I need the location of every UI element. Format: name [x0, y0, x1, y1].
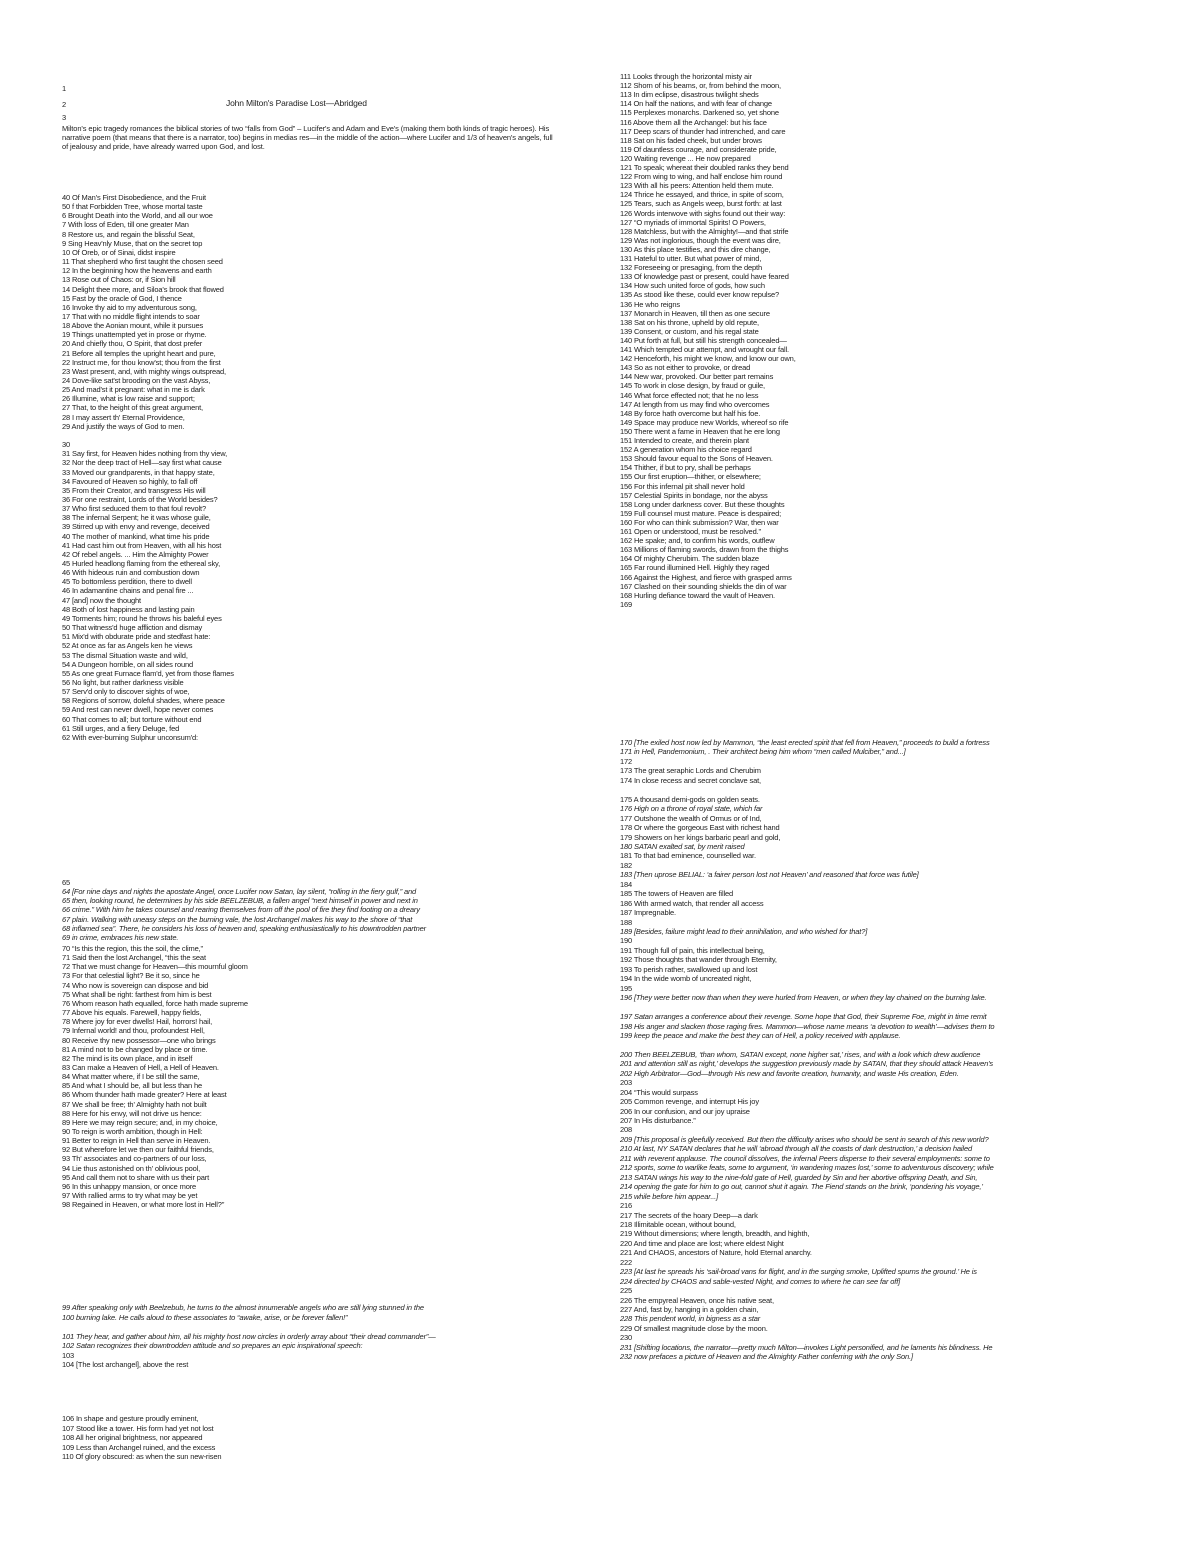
text-line: 173 The great seraphic Lords and Cherubim	[620, 766, 761, 776]
text-line: 10 Of Oreb, or of Sinai, didst inspire	[62, 247, 176, 257]
text-line: 205 Common revenge, and interrupt His joy	[620, 1097, 759, 1107]
text-line: 186 With armed watch, that render all access	[620, 898, 764, 908]
text-line: 109 Less than Archangel ruined, and the excess	[62, 1442, 216, 1452]
line-number: 65	[62, 878, 71, 887]
text-line: 65 then, looking round, he determines by his side BEELZEBUB, a fallen angel “next himself in power and next in	[62, 896, 418, 906]
text-line: 122 From wing to wing, and half enclose him round	[620, 172, 783, 182]
text-line: 229 Of smallest magnitude close by the moon.	[620, 1323, 768, 1333]
text-line: 175 A thousand demi-gods on golden seats.	[620, 794, 760, 804]
text-line: 128 Matchless, but with the Almighty!—and that strife	[620, 226, 789, 236]
text-line: 40 Of Man's First Disobedience, and the Fruit	[62, 193, 206, 202]
text-line: 180 SATAN exalted sat, by merit raised	[620, 841, 745, 851]
text-line: 124 Thrice he essayed, and thrice, in spite of scorn,	[620, 190, 784, 200]
text-line: 60 That comes to all; but torture without end	[62, 714, 202, 724]
text-line: 147 At length from us may find who overcomes	[620, 399, 770, 409]
text-line: 49 Torments him; round he throws his baleful eyes	[62, 613, 222, 623]
text-line: 84 What matter where, if I be still the same,	[62, 1072, 200, 1082]
text-line: 71 Said then the lost Archangel, “this the seat	[62, 953, 206, 963]
text-line: 85 And what I should be, all but less than he	[62, 1081, 203, 1091]
text-line: 92 But wherefore let we then our faithful friends,	[62, 1145, 214, 1155]
text-line: 93 Th' associates and co-partners of our loss,	[62, 1154, 207, 1164]
text-line: 171 in Hell, Pandemonium, . Their architect being him whom “men called Mulciber,” and...]	[620, 747, 906, 757]
line-number: 2	[62, 100, 67, 109]
text-line: 209 [This proposal is gleefully received. But then the difficulty arises who should be sent in search of this new world?	[620, 1134, 989, 1144]
text-line: 216	[620, 1201, 633, 1211]
text-line: 54 A Dungeon horrible, on all sides round	[62, 659, 194, 669]
text-line: 187 Impregnable.	[620, 908, 676, 918]
text-line: 55 As one great Furnace flam'd, yet from those flames	[62, 668, 234, 678]
text-line: 222	[620, 1257, 633, 1267]
text-line: 77 Above his equals. Farewell, happy fields,	[62, 1008, 202, 1018]
text-line: 86 Whom thunder hath made greater? Here at least	[62, 1090, 227, 1100]
text-line: 37 Who first seduced them to that foul revolt?	[62, 504, 207, 514]
text-line: 58 Regions of sorrow, doleful shades, where peace	[62, 696, 225, 706]
text-line: 7 With loss of Eden, till one greater Man	[62, 220, 189, 230]
text-line: 165 Far round illumined Hell. Highly they raged	[620, 563, 770, 573]
text-line: 161 Open or understood, must be resolved.”	[620, 527, 761, 536]
text-line: 211 with reverent applause. The council dissolves, the infernal Peers disperse to their several employments: some to	[620, 1153, 990, 1163]
text-line: 123 With all his peers: Attention held them mute.	[620, 181, 774, 191]
text-line: 33 Moved our grandparents, in that happy state,	[62, 467, 215, 477]
text-line: 223 [At last he spreads his ‘sail-broad vans for flight, and in the surging smoke, Uplifted spurns the ground.’ He is	[620, 1267, 977, 1277]
text-line: 8 Restore us, and regain the blissful Seat,	[62, 229, 195, 239]
text-line: 213 SATAN wings his way to the nine-fold gate of Hell, guarded by Sin and her abortive offspring Death, and Sin,	[620, 1172, 978, 1182]
text-line: 96 In this unhappy mansion, or once more	[62, 1181, 197, 1191]
text-line: 132 Foreseeing or presaging, from the depth	[620, 263, 762, 273]
text-line: 88 Here for his envy, will not drive us hence:	[62, 1108, 202, 1118]
text-line: 78 Where joy for ever dwells! Hail, horrors! hail,	[62, 1017, 213, 1027]
text-line: 83 Can make a Heaven of Hell, a Hell of Heaven.	[62, 1062, 219, 1072]
text-line: 38 The infernal Serpent; he it was whose guile,	[62, 513, 211, 523]
text-line: 100 burning lake. He calls aloud to these associates to “awake, arise, or be forever fallen!”	[62, 1312, 348, 1322]
text-line: 172	[620, 756, 633, 766]
text-line: 202 High Arbitrator—God—through His new and favorite creation, humanity, and waste His creation, Eden.	[620, 1068, 959, 1078]
text-line: 130 As this place testifies, and this dire change,	[620, 244, 771, 254]
text-line: 177 Outshone the wealth of Ormus or of Ind,	[620, 813, 762, 823]
text-line: 39 Stirred up with envy and revenge, deceived	[62, 522, 210, 532]
text-line: 62 With ever-burning Sulphur unconsum'd:	[62, 732, 198, 742]
text-line: 120 Waiting revenge ... He now prepared	[620, 153, 751, 163]
text-line: 210 At last, NY SATAN declares that he will ‘abroad through all the coasts of dark destruction,’ a decision hailed	[620, 1144, 972, 1154]
text-line: 170 [The exiled host now led by Mammon, “the least erected spirit that fell from Heaven,” proceeds to build a fortress	[620, 738, 990, 747]
text-line: 35 From their Creator, and transgress His will	[62, 485, 206, 495]
text-line: 133 Of knowledge past or present, could have feared	[620, 272, 789, 282]
text-line: 153 Should favour equal to the Sons of Heaven.	[620, 454, 773, 464]
text-line: 25 And mad'st it pregnant: what in me is dark	[62, 385, 205, 395]
text-line: 183 [Then uprose BELIAL: ‘a fairer person lost not Heaven’ and reasoned that force was futile]	[620, 870, 919, 880]
text-line: 59 And rest can never dwell, hope never comes	[62, 705, 214, 715]
text-line: 207 In His disturbance.”	[620, 1116, 696, 1125]
text-line: 218 Illimitable ocean, without bound,	[620, 1219, 736, 1229]
text-line: 158 Long under darkness cover. But these thoughts	[620, 499, 785, 509]
text-line: 95 And call them not to share with us their part	[62, 1172, 210, 1182]
text-line: 46 With hideous ruin and combustion down	[62, 568, 200, 578]
text-line: 137 Monarch in Heaven, till then as one secure	[620, 308, 770, 318]
text-line: 179 Showers on her kings barbaric pearl and gold,	[620, 832, 781, 842]
text-line: 204 “This would surpass	[620, 1087, 698, 1097]
text-line: 185 The towers of Heaven are filled	[620, 889, 734, 899]
text-line: 224 directed by CHAOS and sable-vested Night, and comes to where he can see far off]	[620, 1276, 901, 1286]
text-line: 148 By force hath overcome but half his foe.	[620, 408, 761, 418]
text-line: 14 Delight thee more, and Siloa's brook that flowed	[62, 284, 224, 294]
text-line: 94 Lie thus astonished on th' oblivious pool,	[62, 1163, 201, 1173]
text-line: 232 now prefaces a picture of Heaven and the Almighty Father conferring with the only Son.]	[620, 1352, 913, 1362]
text-line: 212 sports, some to warlike feats, some to argument, ‘in wandering mazes lost,’ some to adventurous discovery; while	[620, 1163, 994, 1173]
text-line: 174 In close recess and secret conclave sat,	[620, 775, 761, 785]
text-line: 53 The dismal Situation waste and wild,	[62, 650, 188, 660]
text-line: 69 in crime, embraces his new state.	[62, 933, 179, 942]
text-line: 73 For that celestial light? Be it so, since he	[62, 971, 200, 981]
text-line: 91 Better to reign in Hell than serve in Heaven.	[62, 1136, 211, 1146]
text-line: 57 Serv'd only to discover sights of woe,	[62, 687, 190, 697]
text-line: 13 Rose out of Chaos: or, if Sion hill	[62, 275, 176, 285]
text-line: 196 [They were better now than when they were hurled from Heaven, or when they lay chained on the burning lake.	[620, 993, 987, 1003]
text-line: 11 That shepherd who first taught the chosen seed	[62, 257, 223, 267]
text-line: 155 Our first eruption—thither, or elsewhere;	[620, 472, 761, 482]
text-line: 41 Had cast him out from Heaven, with all his host	[62, 540, 222, 550]
text-line: 149 Space may produce new Worlds, whereof so rife	[620, 417, 789, 427]
text-line: 18 Above the Aonian mount, while it pursues	[62, 321, 204, 331]
text-line: 142 Henceforth, his might we know, and know our own,	[620, 354, 796, 364]
text-line: 66 crime.” With him he takes counsel and rearing themselves from off the pool of fire they find footing on a dreary	[62, 905, 420, 915]
text-line: 230	[620, 1333, 633, 1343]
text-line: 226 The empyreal Heaven, once his native seat,	[620, 1295, 774, 1305]
text-line: 131 Hateful to utter. But what power of mind,	[620, 254, 762, 263]
text-line: 56 No light, but rather darkness visible	[62, 677, 184, 687]
text-line: 169	[620, 599, 633, 609]
text-line: 178 Or where the gorgeous East with richest hand	[620, 823, 780, 833]
text-line: 81 A mind not to be changed by place or time.	[62, 1044, 208, 1054]
text-line: 184	[620, 879, 633, 889]
text-line: 221 And CHAOS, ancestors of Nature, hold Eternal anarchy.	[620, 1248, 812, 1258]
text-line: 228 This pendent world, in bigness as a star	[620, 1314, 761, 1324]
text-line: 76 Whom reason hath equalled, force hath made supreme	[62, 998, 248, 1008]
text-line: 87 We shall be free; th' Almighty hath not built	[62, 1099, 207, 1109]
text-line: 151 Intended to create, and therein plant	[620, 436, 749, 445]
text-line: 143 So as not either to provoke, or dread	[620, 363, 751, 373]
text-line: 36 For one restraint, Lords of the World besides?	[62, 494, 218, 504]
text-line: 97 With rallied arms to try what may be yet	[62, 1191, 198, 1201]
line-number: 1	[62, 84, 67, 93]
text-line: 31 Say first, for Heaven hides nothing from thy view,	[62, 449, 228, 459]
text-line: 138 Sat on his throne, upheld by old repute,	[620, 317, 759, 327]
text-line: 111 Looks through the horizontal misty air	[620, 72, 752, 81]
text-line: 28 I may assert th' Eternal Providence,	[62, 412, 185, 422]
text-line: 214 opening the gate for him to go out, cannot shut it again. The Fiend stands on the brink, ‘pondering his voyage,’	[620, 1182, 983, 1192]
text-line: 30	[62, 440, 71, 450]
text-line: 157 Celestial Spirits in bondage, nor the abyss	[620, 490, 768, 500]
text-line: 139 Consent, or custom, and his regal state	[620, 326, 759, 336]
intro-paragraph: Milton's epic tragedy romances the biblical stories of two “falls from God” – Lucifer's and Adam and Eve's (making them both kinds of tragic heroes). His narrative poem (that means that there is a narrator, too) begins in medias res—in the middle of the action—where Lucifer and 1/3 of heaven's angels, full of jealousy and pride, have already warred upon God, and lost.	[62, 124, 553, 151]
text-line: 80 Receive thy new possessor—one who brings	[62, 1035, 216, 1045]
text-line: 129 Was not inglorious, though the event was dire,	[620, 235, 781, 245]
text-line: 150 There went a fame in Heaven that he ere long	[620, 426, 780, 436]
text-line: 140 Put forth at full, but still his strength concealed—	[620, 335, 787, 345]
text-line: 113 In dim eclipse, disastrous twilight sheds	[620, 90, 759, 100]
text-line: 219 Without dimensions; where length, breadth, and highth,	[620, 1229, 810, 1239]
text-line: 110 Of glory obscured: as when the sun new-risen	[62, 1452, 222, 1461]
text-line: 160 For who can think submission? War, then war	[620, 517, 779, 527]
text-line: 117 Deep scars of thunder had intrenched, and care	[620, 126, 786, 136]
text-line: 50 That witness'd huge affliction and dismay	[62, 623, 203, 633]
text-line: 201 and attention still as night,’ develops the suggestion previously made by SATAN, that they should attack Heaven's	[620, 1059, 994, 1069]
text-line: 52 At once as far as Angels ken he views	[62, 641, 193, 651]
text-line: 141 Which tempted our attempt, and wrought our fall.	[620, 345, 789, 354]
text-line: 82 The mind is its own place, and in itself	[62, 1053, 193, 1063]
text-line: 135 As stood like these, could ever know repulse?	[620, 290, 780, 300]
text-line: 45 Hurled headlong flaming from the ethereal sky,	[62, 559, 221, 568]
text-line: 19 Things unattempted yet in prose or rhyme.	[62, 330, 207, 340]
text-line: 146 What force effected not; that he no less	[620, 390, 759, 400]
line-number: 3	[62, 113, 67, 122]
text-line: 188	[620, 917, 633, 927]
text-line: 217 The secrets of the hoary Deep—a dark	[620, 1210, 758, 1220]
text-line: 12 In the beginning how the heavens and earth	[62, 266, 212, 276]
page-title: John Milton's Paradise Lost—Abridged	[226, 98, 367, 108]
text-line: 144 New war, provoked. Our better part remains	[620, 372, 774, 382]
text-line: 199 keep the peace and make the best they can of Hell, a policy received with applause.	[620, 1030, 901, 1040]
text-line: 225	[620, 1286, 633, 1296]
text-line: 112 Shorn of his beams, or, from behind the moon,	[620, 81, 781, 91]
text-line: 220 And time and place are lost; where eldest Night	[620, 1238, 784, 1248]
text-line: 107 Stood like a tower. His form had yet not lost	[62, 1423, 214, 1433]
text-line: 45 To bottomless perdition, there to dwell	[62, 577, 192, 587]
text-line: 159 Full counsel must mature. Peace is despaired;	[620, 508, 782, 518]
text-line: 231 [Shifting locations, the narrator—pretty much Milton—invokes Light personified, and he laments his blindness. He	[620, 1342, 993, 1352]
text-line: 27 That, to the height of this great argument,	[62, 403, 203, 413]
text-line: 114 On half the nations, and with fear of change	[620, 99, 772, 109]
text-line: 72 That we must change for Heaven—this mournful gloom	[62, 962, 248, 972]
text-line: 22 Instruct me, for thou know'st; thou from the first	[62, 357, 221, 367]
text-line: 189 [Besides, failure might lead to their annihilation, and who wished for that?]	[620, 927, 868, 936]
text-line: 51 Mix'd with obdurate pride and stedfast hate:	[62, 632, 211, 642]
text-line: 192 Those thoughts that wander through Eternity,	[620, 955, 777, 965]
text-line: 126 Words interwove with sighs found out their way:	[620, 208, 786, 218]
text-line: 64 [For nine days and nights the apostate Angel, once Lucifer now Satan, lay silent, “rolling in the fiery gulf,” and	[62, 887, 417, 896]
text-line: 32 Nor the deep tract of Hell—say first what cause	[62, 458, 222, 468]
text-line: 164 Of mighty Cherubim. The sudden blaze	[620, 554, 759, 564]
text-line: 102 Satan recognizes their downtrodden attitude and so prepares an epic inspirational speech:	[62, 1341, 363, 1350]
text-line: 98 Regained in Heaven, or what more lost in Hell?”	[62, 1200, 225, 1210]
text-line: 208	[620, 1125, 633, 1135]
text-line: 24 Dove-like sat'st brooding on the vast Abyss,	[62, 376, 211, 385]
text-line: 197 Satan arranges a conference about their revenge. Some hope that God, their Supreme Foe, might in time remit	[620, 1012, 987, 1022]
text-line: 61 Still urges, and a fiery Deluge, fed	[62, 723, 180, 733]
text-line: 79 Infernal world! and thou, profoundest Hell,	[62, 1026, 205, 1036]
text-line: 190	[620, 936, 633, 946]
text-line: 75 What shall be right: farthest from him is best	[62, 989, 212, 999]
text-line: 101 They hear, and gather about him, all his mighty host now circles in orderly array about “their dread commander”—	[62, 1331, 436, 1341]
text-line: 23 Wast present, and, with mighty wings outspread,	[62, 366, 226, 376]
text-line: 121 To speak; whereat their doubled ranks they bend	[620, 163, 789, 172]
text-line: 156 For this infernal pit shall never hold	[620, 481, 745, 491]
text-line: 29 And justify the ways of God to men.	[62, 421, 185, 431]
text-line: 182	[620, 860, 633, 870]
text-line: 9 Sing Heav'nly Muse, that on the secret top	[62, 238, 203, 248]
text-line: 104 [The lost archangel], above the rest	[62, 1360, 189, 1369]
text-line: 116 Above them all the Archangel: but his face	[620, 117, 767, 127]
text-line: 168 Hurling defiance toward the vault of Heaven.	[620, 590, 775, 600]
text-line: 152 A generation whom his choice regard	[620, 445, 752, 455]
text-line: 136 He who reigns	[620, 299, 680, 309]
text-line: 227 And, fast by, hanging in a golden chain,	[620, 1305, 759, 1314]
text-line: 154 Thither, if but to pry, shall be perhaps	[620, 463, 751, 473]
text-line: 20 And chiefly thou, O Spirit, that dost prefer	[62, 339, 203, 349]
text-line: 181 To that bad eminence, counselled war.	[620, 851, 756, 861]
text-line: 203	[620, 1078, 633, 1088]
text-line: 15 Fast by the oracle of God, I thence	[62, 293, 182, 303]
text-line: 195	[620, 983, 633, 993]
text-line: 108 All her original brightness, nor appeared	[62, 1433, 203, 1442]
text-line: 198 His anger and slacken those raging fires. Mammon—whose name means ‘a devotion to wealth’—advises them to	[620, 1021, 995, 1031]
text-line: 163 Millions of flaming swords, drawn from the thighs	[620, 545, 789, 555]
text-line: 127 “O myriads of immortal Spirits! O Powers,	[620, 217, 766, 227]
text-line: 17 That with no middle flight intends to soar	[62, 311, 200, 321]
text-line: 176 High on a throne of royal state, which far	[620, 804, 763, 814]
text-line: 115 Perplexes monarchs. Darkened so, yet shone	[620, 108, 779, 118]
text-line: 194 In the wide womb of uncreated night,	[620, 974, 752, 984]
text-line: 103	[62, 1350, 75, 1360]
text-line: 48 Both of lost happiness and lasting pain	[62, 604, 195, 614]
text-line: 90 To reign is worth ambition, though in Hell:	[62, 1127, 203, 1136]
text-line: 125 Tears, such as Angels weep, burst forth: at last	[620, 199, 782, 209]
text-line: 46 In adamantine chains and penal fire ...	[62, 586, 194, 596]
text-line: 16 Invoke thy aid to my adventurous song,	[62, 302, 197, 312]
text-line: 118 Sat on his faded cheek, but under brows	[620, 135, 762, 145]
text-line: 99 After speaking only with Beelzebub, he turns to the almost innumerable angels who are still lying stunned in the	[62, 1303, 424, 1312]
text-line: 166 Against the Highest, and fierce with grasped arms	[620, 572, 792, 582]
text-line: 74 Who now is sovereign can dispose and bid	[62, 980, 209, 990]
text-line: 162 He spake; and, to confirm his words, outflew	[620, 536, 775, 546]
text-line: 42 Of rebel angels. ... Him the Almighty Power	[62, 549, 209, 559]
text-line: 191 Though full of pain, this intellectual being,	[620, 945, 765, 955]
text-line: 89 Here we may reign secure; and, in my choice,	[62, 1117, 218, 1127]
text-line: 145 To work in close design, by fraud or guile,	[620, 381, 765, 391]
text-line: 26 Illumine, what is low raise and support;	[62, 394, 195, 404]
text-line: 47 [and] now the thought	[62, 595, 141, 605]
text-line: 167 Clashed on their sounding shields the din of war	[620, 581, 787, 591]
text-line: 21 Before all temples the upright heart and pure,	[62, 348, 216, 358]
text-line: 68 inflamed sea”. There, he considers his loss of heaven and, speaking enthusiastically to his downtrodden partner	[62, 923, 426, 933]
text-line: 50 f that Forbidden Tree, whose mortal taste	[62, 202, 203, 212]
text-line: 200 Then BEELZEBUB, ‘than whom, SATAN except, none higher sat,’ rises, and with a look which drew audience	[620, 1049, 981, 1059]
text-line: 134 How such united force of gods, how such	[620, 281, 765, 291]
text-line: 40 The mother of mankind, what time his pride	[62, 531, 210, 541]
text-line: 34 Favoured of Heaven so highly, to fall off	[62, 476, 198, 486]
text-line: 106 In shape and gesture proudly eminent,	[62, 1414, 199, 1423]
text-line: 6 Brought Death into the World, and all our woe	[62, 211, 213, 221]
text-line: 215 while before him appear...]	[620, 1191, 719, 1201]
text-line: 67 plain. Walking with uneasy steps on the burning vale, the lost Archangel makes his way to the shore of “that	[62, 914, 413, 924]
text-line: 206 In our confusion, and our joy upraise	[620, 1106, 750, 1116]
text-line: 193 To perish rather, swallowed up and lost	[620, 964, 758, 974]
text-line: 70 “Is this the region, this the soil, the clime,”	[62, 944, 203, 953]
text-line: 119 Of dauntless courage, and considerate pride,	[620, 144, 777, 154]
